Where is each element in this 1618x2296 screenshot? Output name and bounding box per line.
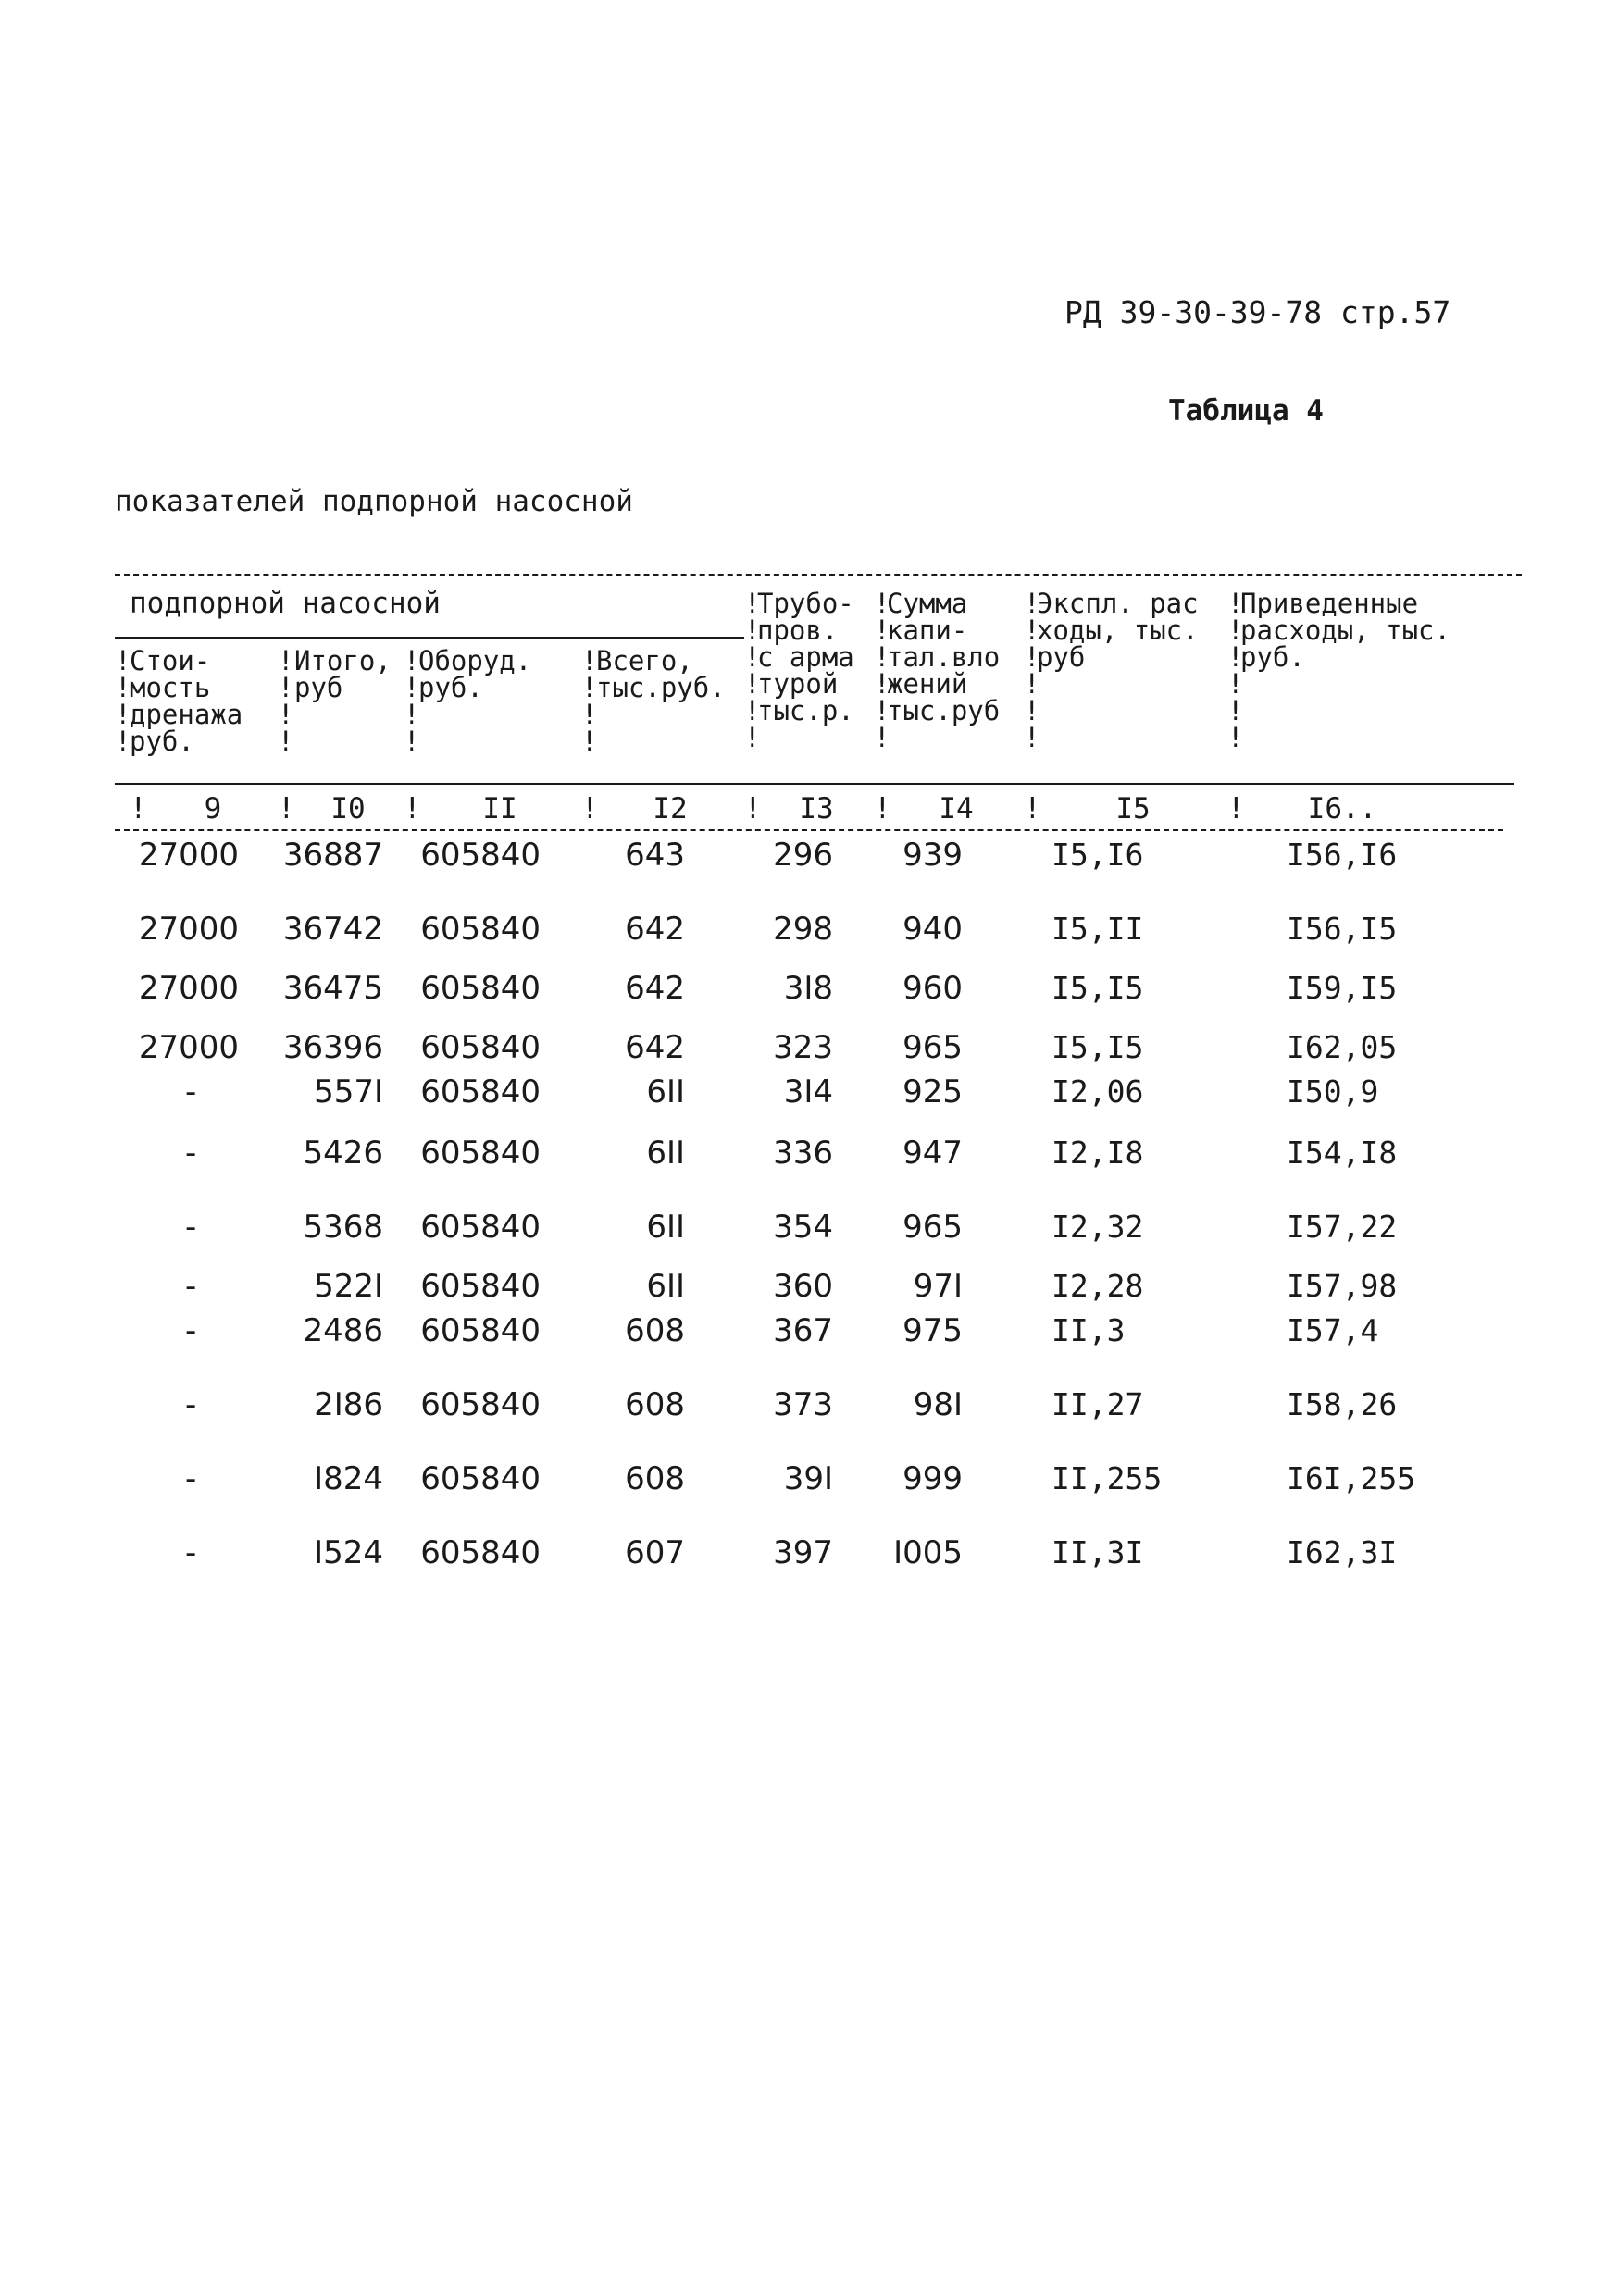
table-cell: 557I [314,1074,383,1111]
table-cell: 36887 [282,837,383,874]
table-cell: 940 [902,911,963,948]
table-cell: 296 [773,837,833,874]
column-header-reduced-costs: Приведенные расходы, тыс. руб. [1240,588,1450,673]
column-header-operating-costs: Экспл. рас ходы, тыс. руб [1037,588,1199,673]
table-cell: 960 [902,970,963,1007]
column-number: I6.. [1307,792,1377,825]
table-cell: 5426 [303,1135,383,1172]
table-cell: I58,26 [1287,1386,1398,1422]
table-cell: 605840 [420,911,541,948]
table-cell: 605840 [420,1135,541,1172]
table-cell: 608 [625,1460,685,1497]
column-number: I3 [799,792,834,825]
separator: ! [1024,792,1041,825]
separator: ! ! ! ! ! ! [1227,588,1244,753]
table-cell: 947 [902,1135,963,1172]
table-cell: I2,06 [1052,1074,1144,1110]
table-cell: 3I8 [783,970,833,1007]
table-cell: I5,I6 [1052,837,1144,873]
table-cell: - [185,1386,197,1423]
table-cell: I5,I5 [1052,1029,1144,1065]
table-cell: 608 [625,1386,685,1423]
table-cell: - [185,1209,197,1246]
table-cell: 27000 [138,1029,239,1066]
table-cell: 2486 [303,1312,383,1349]
separator: ! ! ! ! [581,645,598,757]
table-cell: 298 [773,911,833,948]
table-cell: 642 [625,911,685,948]
table-cell: 6II [646,1074,685,1111]
table-cell: - [185,1312,197,1349]
table-cell: I005 [893,1534,963,1571]
column-number: 9 [204,792,222,825]
table-cell: 925 [902,1074,963,1111]
table-cell: 5368 [303,1209,383,1246]
column-header-all-thousand-rub: Всего, тыс.руб. [596,645,726,703]
group-header: подпорной насосной [130,587,441,620]
table-cell: I50,9 [1287,1074,1379,1110]
table-cell: 2I86 [314,1386,383,1423]
table-cell: I824 [314,1460,383,1497]
table-cell: 605840 [420,1074,541,1111]
table-cell: 999 [902,1460,963,1497]
table-cell: 642 [625,970,685,1007]
table-cell: I57,98 [1287,1268,1398,1304]
table-cell: 360 [773,1268,833,1305]
column-number: I2 [653,792,688,825]
column-header-capital-investment: Сумма капи- тал.вло жений тыс.руб [887,588,1001,726]
table-cell: 323 [773,1029,833,1066]
separator: ! [404,792,421,825]
document-reference: РД 39-30-39-78 стр.57 [1064,294,1451,330]
table-cell: 642 [625,1029,685,1066]
table-cell: - [185,1135,197,1172]
table-cell: 6II [646,1135,685,1172]
table-cell: 97I [913,1268,963,1305]
table-cell: 3I4 [783,1074,833,1111]
table-cell: - [185,1460,197,1497]
table-cell: 965 [902,1209,963,1246]
table-cell: I5,II [1052,911,1144,947]
table-cell: I57,4 [1287,1312,1379,1348]
table-cell: 373 [773,1386,833,1423]
column-number: I4 [939,792,974,825]
table-cell: 975 [902,1312,963,1349]
table-cell: 27000 [138,911,239,948]
table-cell: I57,22 [1287,1209,1398,1245]
column-number: I0 [330,792,366,825]
table-cell: 939 [902,837,963,874]
column-number: I5 [1115,792,1151,825]
table-cell: 605840 [420,1386,541,1423]
table-cell: 605840 [420,837,541,874]
table-cell: 605840 [420,1534,541,1571]
separator: ! ! ! ! [278,645,294,757]
table-cell: 6II [646,1209,685,1246]
table-cell: 605840 [420,1029,541,1066]
table-cell: I56,I5 [1287,911,1398,947]
table-cell: I62,05 [1287,1029,1398,1065]
table-cell: I5,I5 [1052,970,1144,1006]
table-cell: 643 [625,837,685,874]
table-cell: I6I,255 [1287,1460,1416,1496]
table-cell: 354 [773,1209,833,1246]
table-cell: 336 [773,1135,833,1172]
separator: ! [581,792,599,825]
table-cell: II,3 [1052,1312,1126,1348]
separator: ! ! ! ! [115,645,131,757]
table-caption: показателей подпорной насосной [115,485,633,518]
table-cell: 367 [773,1312,833,1349]
table-cell: I2,I8 [1052,1135,1144,1171]
table-cell: I2,32 [1052,1209,1144,1245]
table-cell: 605840 [420,1312,541,1349]
separator: ! [130,792,147,825]
table-cell: I524 [314,1534,383,1571]
table-cell: I59,I5 [1287,970,1398,1006]
table-cell: - [185,1534,197,1571]
separator: ! [1227,792,1245,825]
table-cell: 397 [773,1534,833,1571]
column-header-total: Итого, руб [294,645,392,703]
table-cell: 965 [902,1029,963,1066]
separator: ! [278,792,295,825]
table-cell: 98I [913,1386,963,1423]
separator: ! ! ! ! ! ! [874,588,890,753]
table-cell: I54,I8 [1287,1135,1398,1171]
table-cell: 39I [783,1460,833,1497]
table-cell: 522I [314,1268,383,1305]
separator: ! ! ! ! ! ! [744,588,761,753]
table-cell: 607 [625,1534,685,1571]
table-cell: 36742 [282,911,383,948]
table-cell: 36396 [282,1029,383,1066]
table-cell: 36475 [282,970,383,1007]
separator: ! [874,792,891,825]
table-cell: 608 [625,1312,685,1349]
table-cell: - [185,1268,197,1305]
table-label: Таблица 4 [1168,394,1324,428]
column-header-equipment: Оборуд. руб. [418,645,532,703]
table-cell: I56,I6 [1287,837,1398,873]
table-cell: 27000 [138,837,239,874]
table-cell: 605840 [420,1268,541,1305]
table-cell: 6II [646,1268,685,1305]
column-header-pipeline: Трубо- пров. с арма турой тыс.р. [757,588,854,726]
table-cell: - [185,1074,197,1111]
table-cell: 27000 [138,970,239,1007]
table-cell: 605840 [420,970,541,1007]
table-cell: I62,3I [1287,1534,1398,1570]
column-header-drainage-cost: Стои- мость дренажа руб. [130,645,243,757]
separator: ! [744,792,762,825]
table-cell: 605840 [420,1209,541,1246]
table-cell: II,3I [1052,1534,1144,1570]
table-cell: I2,28 [1052,1268,1144,1304]
separator: ! ! ! ! [404,645,420,757]
table-cell: II,255 [1052,1460,1163,1496]
separator: ! ! ! ! ! ! [1024,588,1040,753]
column-number: II [482,792,517,825]
table-cell: 605840 [420,1460,541,1497]
table-cell: II,27 [1052,1386,1144,1422]
